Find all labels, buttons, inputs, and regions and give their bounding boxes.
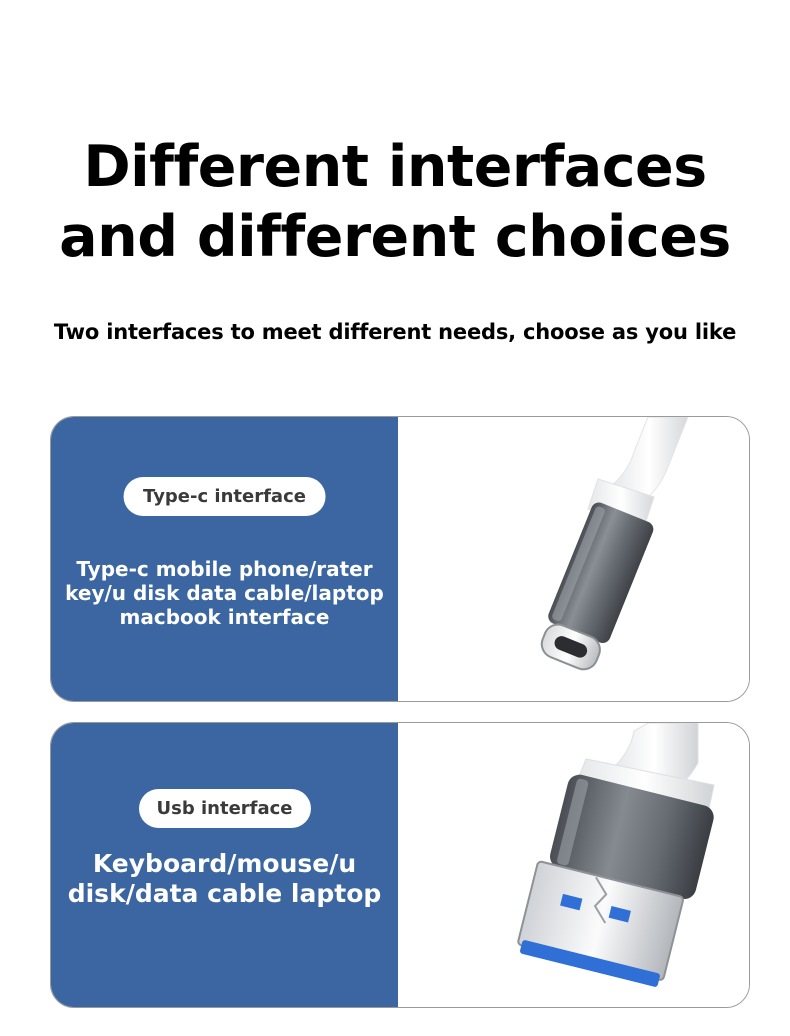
usb-tag: Usb interface [138,789,310,828]
headline [0,132,790,272]
usb-c-plug-icon [398,417,749,701]
headline-line-2: and different choices [59,204,731,270]
type-c-photo [398,417,749,701]
usb-photo [398,723,749,1007]
usb-description: Keyboard/mouse/u disk/data cable laptop [67,849,382,908]
usb-card [50,722,750,1008]
headline-line-1: Different interfaces [83,134,707,200]
subheadline: Two interfaces to meet different needs, choose as you like [53,320,737,344]
usb-info-panel [51,723,398,1007]
type-c-description: Type-c mobile phone/rater key/u disk data cable/laptop macbook interface [65,557,384,629]
type-c-card [50,416,750,702]
type-c-info-panel [51,417,398,701]
type-c-tag: Type-c interface [123,477,326,516]
usb-a-plug-icon [398,723,749,1007]
